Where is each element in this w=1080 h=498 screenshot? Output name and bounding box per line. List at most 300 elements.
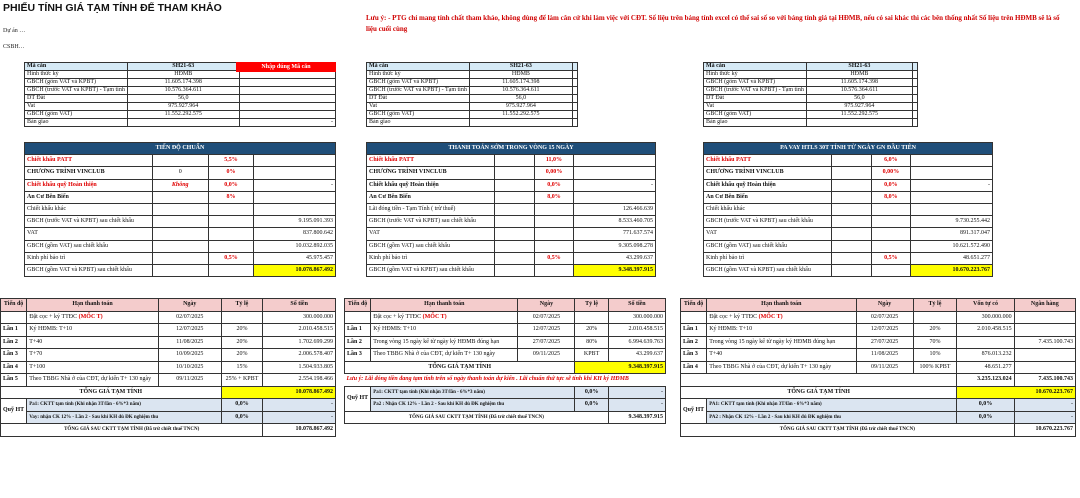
row-rate (208, 204, 254, 216)
deadline: T+40 (707, 349, 856, 362)
fund-rate: 0,0% (957, 411, 1014, 424)
section-row (704, 179, 993, 191)
section-row (25, 155, 336, 167)
column-header: Hạn thanh toán (371, 299, 518, 312)
row-amount: 771.637.574 (574, 228, 656, 240)
fund-value: - (1014, 411, 1075, 424)
section-header-row (367, 143, 656, 155)
info-extra (573, 95, 578, 103)
pay-row (345, 311, 666, 324)
date: 09/11/2025 (158, 374, 221, 387)
info-value: 11.552.292.575 (127, 111, 239, 119)
amount: 2.010.458.515 (608, 324, 665, 337)
grand-total-label: TỔNG GIÁ SAU CKTT TẠM TÍNH (Đã trừ chiết thuế TNCN) (1, 424, 263, 437)
date: 09/11/2025 (518, 349, 575, 362)
row-rate (871, 216, 911, 228)
row-note (494, 252, 534, 264)
fund-desc: Pa1: CKTT tạm tính (Khi nhận 3T/lần - 6%*3 năm) (371, 386, 575, 399)
info-label: GBCH (gồm VAT) (704, 111, 807, 119)
row-label: Chiết khấu quỹ Hoàn thiện (367, 179, 495, 191)
unit-info-table-2 (366, 62, 578, 127)
info-value: 975.927.964 (806, 103, 912, 111)
section-row (704, 252, 993, 264)
grand-total-value: 10.078.867.492 (263, 424, 336, 437)
info-label: Vat (367, 103, 470, 111)
pay-row (681, 361, 1076, 374)
row-rate: 0,5% (534, 252, 574, 264)
pay-row (681, 311, 1076, 324)
section-row (25, 240, 336, 252)
info-value (469, 119, 572, 127)
section-row (704, 265, 993, 277)
row-label: GBCH (trước VAT và KPBT) sau chiết khấu (25, 216, 153, 228)
info-value: 10.576.364.611 (469, 87, 572, 95)
info-row (704, 95, 918, 103)
bank (1014, 361, 1075, 374)
info-extra (573, 71, 578, 79)
column-header: Tỷ lệ (575, 299, 608, 312)
row-label: VAT (25, 228, 153, 240)
section-row (704, 228, 993, 240)
row-label: GBCH (gồm VAT) sau chiết khấu (25, 240, 153, 252)
fund-label: Quỹ HT (345, 386, 371, 411)
row-note (494, 167, 534, 179)
fund-row (681, 399, 1076, 412)
info-label: GBCH (trước VAT và KPBT) - Tạm tính (367, 87, 470, 95)
fund-desc: PA2 : Nhận CK 12% - Lần 2 - Sau khi KH đủ ĐK nghiệm thu (707, 411, 957, 424)
fund-desc: PA1: CKTT tạm tính (Khi nhận 3T/lần - 6%*3 năm) (707, 399, 957, 412)
row-rate: 0,5% (208, 252, 254, 264)
section-row (25, 228, 336, 240)
column-header: Hạn thanh toán (27, 299, 159, 312)
info-row (25, 111, 336, 119)
row-label: Kinh phí bảo trì (704, 252, 832, 264)
info-row (704, 71, 918, 79)
row-label: GBCH (trước VAT và KPBT) sau chiết khấu (704, 216, 832, 228)
installment: Lần 1 (345, 324, 371, 337)
row-label: GBCH (gồm VAT và KPBT) sau chiết khấu (25, 265, 153, 277)
info-row (25, 87, 336, 95)
section-title: PA VAY HTLS 30T TÍNH TỪ NGÀY GN ĐẦU TIÊN (704, 143, 993, 155)
amount: 1.702.699.299 (263, 336, 336, 349)
info-value: 11.605.174.398 (127, 79, 239, 87)
row-rate: 0,0% (534, 179, 574, 191)
row-note (152, 228, 208, 240)
section-row (367, 252, 656, 264)
info-row (367, 79, 578, 87)
section-early-payment (366, 142, 656, 277)
row-label: An Cư Bên Biển (367, 191, 495, 203)
deadline: Đặt cọc + ký TTĐC (MỐC T) (707, 311, 856, 324)
info-value: SH21-63 (806, 63, 912, 71)
date: 10/09/2025 (158, 349, 221, 362)
row-amount (254, 155, 336, 167)
row-amount: 43.299.637 (574, 252, 656, 264)
fund-rate: 0,0% (221, 411, 263, 424)
row-label: VAT (704, 228, 832, 240)
row-note (494, 216, 534, 228)
pay-row (345, 324, 666, 337)
row-label: Chiết khấu PATT (25, 155, 153, 167)
info-value: HĐMB (806, 71, 912, 79)
row-label: Chiết khấu quỹ Hoàn thiện (25, 179, 153, 191)
installment: Lần 1 (681, 324, 707, 337)
info-label: Hình thức ký (704, 71, 807, 79)
row-amount: 9.195.091.393 (254, 216, 336, 228)
info-extra (913, 71, 918, 79)
fund-desc: Vay: nhận CK 12% - Lần 2 - Sau khi KH đủ ĐK nghiệm thu (27, 411, 221, 424)
fund-rate: 0,0% (575, 399, 608, 412)
info-extra: - (239, 119, 335, 127)
info-extra (573, 111, 578, 119)
fund-label: Quỹ HT (1, 399, 27, 424)
row-rate (208, 240, 254, 252)
installment: Lần 3 (345, 349, 371, 362)
row-amount (911, 167, 993, 179)
row-label: Lãi đóng tiền - Tạm Tính ( trừ thuế) (367, 204, 495, 216)
rate: 10% (913, 349, 957, 362)
row-rate (871, 265, 911, 277)
column-header: Tỷ lệ (221, 299, 263, 312)
column-header: Tiến độ (1, 299, 27, 312)
rate: 20% (575, 324, 608, 337)
row-rate: 8% (208, 191, 254, 203)
grand-total-row (1, 424, 336, 437)
pay-header-row (1, 299, 336, 312)
date: 02/07/2025 (856, 311, 913, 324)
fund-rate: 0,0% (221, 399, 263, 412)
date: 11/08/2025 (158, 336, 221, 349)
section-row (704, 216, 993, 228)
info-label: GBCH (trước VAT và KPBT) - Tạm tính (704, 87, 807, 95)
info-label: Hình thức ký (25, 71, 128, 79)
row-note (152, 216, 208, 228)
info-label: DT Đất (367, 95, 470, 103)
pay-row (1, 336, 336, 349)
info-value: 11.605.174.398 (806, 79, 912, 87)
row-note (494, 204, 534, 216)
row-rate: 8,0% (534, 191, 574, 203)
section-row (25, 216, 336, 228)
column-header: Hạn thanh toán (707, 299, 856, 312)
row-note: Không (152, 179, 208, 191)
customer-line: CSBH… (3, 44, 25, 50)
installment: Lần 2 (681, 336, 707, 349)
deadline: Ký HĐMB: T+10 (707, 324, 856, 337)
info-extra (913, 95, 918, 103)
fund-row (1, 399, 336, 412)
info-value: SH21-63 (469, 63, 572, 71)
row-amount: 891.317.047 (911, 228, 993, 240)
section-row (25, 179, 336, 191)
row-label: CHƯƠNG TRÌNH VINCLUB (367, 167, 495, 179)
info-value: 10.576.364.611 (127, 87, 239, 95)
grand-total-row (345, 411, 666, 424)
row-note: 0 (152, 167, 208, 179)
row-label: GBCH (gồm VAT) sau chiết khấu (704, 240, 832, 252)
info-row (367, 87, 578, 95)
rate (221, 311, 263, 324)
row-amount: - (911, 179, 993, 191)
row-note (831, 179, 871, 191)
bank (1014, 311, 1075, 324)
payment-note: Lưu ý: Lãi đóng tiền đang tạm tính trên số ngày thanh toán dự kiến . Lãi chuẩn thứ tực sẽ tính khi KH ký HĐMB (346, 376, 629, 382)
info-label: Vat (704, 103, 807, 111)
info-value (127, 119, 239, 127)
deadline: Theo TBBG Nhà ở của CĐT, dự kiến T+ 130 ngày (27, 374, 159, 387)
installment: Lần 1 (1, 324, 27, 337)
row-amount: 10.078.867.492 (254, 265, 336, 277)
date: 02/07/2025 (518, 311, 575, 324)
row-note (831, 265, 871, 277)
row-label: Chiết khấu PATT (704, 155, 832, 167)
row-amount: 10.621.572.490 (911, 240, 993, 252)
rate (913, 311, 957, 324)
info-value (806, 119, 912, 127)
row-amount (574, 167, 656, 179)
row-rate: 0,0% (871, 179, 911, 191)
row-amount: - (574, 179, 656, 191)
info-value: 56,0 (127, 95, 239, 103)
row-note (494, 228, 534, 240)
row-note (831, 204, 871, 216)
section-row (704, 204, 993, 216)
row-note (494, 240, 534, 252)
row-rate (534, 204, 574, 216)
info-label: Hình thức ký (367, 71, 470, 79)
info-row (704, 87, 918, 95)
column-header: Ngân hàng (1014, 299, 1075, 312)
fund-row (1, 411, 336, 424)
row-amount: 9.305.098.278 (574, 240, 656, 252)
info-label: Bàn giao (25, 119, 128, 127)
fund-rate: 0,0% (957, 399, 1014, 412)
section-title: THANH TOÁN SỚM TRONG VÒNG 15 NGÀY (367, 143, 656, 155)
rate: 15% (221, 361, 263, 374)
pay-row (681, 336, 1076, 349)
pay-row (345, 336, 666, 349)
info-extra (573, 119, 578, 127)
pay-row (681, 349, 1076, 362)
bank (1014, 324, 1075, 337)
info-row (367, 71, 578, 79)
deadline: T+70 (27, 349, 159, 362)
installment: Lần 2 (345, 336, 371, 349)
info-row (25, 103, 336, 111)
row-label: An Cư Bên Biển (25, 191, 153, 203)
column-header: Tỷ lệ (913, 299, 957, 312)
installment: Lần 5 (1, 374, 27, 387)
row-label: Chiết khấu quỹ Hoàn thiện (704, 179, 832, 191)
row-amount: 9.730.255.442 (911, 216, 993, 228)
fund-row (681, 411, 1076, 424)
date: 09/11/2025 (856, 361, 913, 374)
info-extra (239, 79, 335, 87)
row-label: Chiết khấu khác (704, 204, 832, 216)
rate: 20% (913, 324, 957, 337)
amount: 43.299.637 (608, 349, 665, 362)
deadline: Đặt cọc + ký TTĐC (MỐC T) (371, 311, 518, 324)
column-header: Ngày (158, 299, 221, 312)
row-rate (534, 265, 574, 277)
enter-unit-code-button[interactable]: Nhập đúng Mã căn (236, 62, 336, 72)
section-header-row (25, 143, 336, 155)
info-extra (573, 103, 578, 111)
info-label: Mã căn (704, 63, 807, 71)
row-note (152, 240, 208, 252)
row-label: GBCH (gồm VAT) sau chiết khấu (367, 240, 495, 252)
info-value: HĐMB (469, 71, 572, 79)
column-header: Số tiền (608, 299, 665, 312)
row-rate: 5,5% (208, 155, 254, 167)
total-value: 10.078.867.492 (221, 386, 335, 399)
total-row (1, 386, 336, 399)
disclaimer-note: Lưu ý: - PTG chỉ mang tính chất tham khảo, không dùng để làm căn cứ khi làm việc với CĐT. Số liệu trên bảng tính excel có thể sai số so với bảng tính giá tại HĐMB, nếu có sai khác thì các bên thống nhất Số liệu trên HĐMB sẽ là số liệu cuối cùng (366, 14, 1060, 33)
row-note (831, 216, 871, 228)
info-label: Vat (25, 103, 128, 111)
fund-label: Quỹ HT (681, 399, 707, 424)
total-label: TỔNG GIÁ TẠM TÍNH (681, 386, 957, 399)
row-rate: 0,0% (208, 179, 254, 191)
info-row (367, 119, 578, 127)
installment (345, 311, 371, 324)
row-label: An Cư Bên Biển (704, 191, 832, 203)
section-row (25, 252, 336, 264)
deadline: Theo TBBG Nhà ở của CĐT, dự kiến T+ 130 ngày (371, 349, 518, 362)
note-row (345, 374, 666, 387)
amount: 300.000.000 (608, 311, 665, 324)
row-amount (911, 155, 993, 167)
row-amount (574, 191, 656, 203)
info-label: DT Đất (704, 95, 807, 103)
info-extra (913, 87, 918, 95)
installment: Lần 3 (681, 349, 707, 362)
section-row (367, 228, 656, 240)
date: 11/08/2025 (856, 349, 913, 362)
fund-value: - (263, 399, 336, 412)
info-label: GBCH (gồm VAT và KPBT) (25, 79, 128, 87)
pay-row (681, 324, 1076, 337)
section-row (367, 240, 656, 252)
pay-row (1, 311, 336, 324)
row-amount: 10.032.892.035 (254, 240, 336, 252)
info-row (704, 63, 918, 71)
column-header: Tiến độ (681, 299, 707, 312)
pay-row (1, 349, 336, 362)
row-rate (208, 228, 254, 240)
info-extra (913, 79, 918, 87)
payment-table-early (344, 298, 666, 424)
row-note (494, 265, 534, 277)
grand-total-value: 9.348.397.915 (608, 411, 665, 424)
pay-header-row (681, 299, 1076, 312)
amount: 876.013.232 (957, 349, 1014, 362)
row-amount (574, 155, 656, 167)
payment-table-loan (680, 298, 1076, 437)
amount: 2.010.458.515 (957, 324, 1014, 337)
row-label: Kinh phí bảo trì (367, 252, 495, 264)
row-amount: 10.670.223.767 (911, 265, 993, 277)
deadline: T+100 (27, 361, 159, 374)
info-value: 11.552.292.575 (806, 111, 912, 119)
row-label: Chiết khấu PATT (367, 155, 495, 167)
row-rate (208, 265, 254, 277)
row-rate (534, 240, 574, 252)
row-note (831, 155, 871, 167)
installment: Lần 4 (1, 361, 27, 374)
row-amount (254, 167, 336, 179)
deadline: Ký HĐMB: T+10 (371, 324, 518, 337)
info-row (367, 103, 578, 111)
grand-total-value: 10.670.223.767 (1014, 424, 1075, 437)
row-note (494, 179, 534, 191)
total-row (681, 386, 1076, 399)
amount: 2.010.458.515 (263, 324, 336, 337)
fund-row (345, 399, 666, 412)
info-extra (239, 103, 335, 111)
unit-info-table-3 (703, 62, 918, 127)
fund-value: - (263, 411, 336, 424)
deadline: Trong vòng 15 ngày kể từ ngày ký HĐMB đúng hạn (707, 336, 856, 349)
row-note (152, 265, 208, 277)
row-note (494, 191, 534, 203)
date: 27/07/2025 (518, 336, 575, 349)
info-row (25, 95, 336, 103)
unit-info-body (25, 63, 336, 127)
info-value: 975.927.964 (469, 103, 572, 111)
total-row (345, 361, 666, 374)
row-label: Chiết khấu khác (25, 204, 153, 216)
row-label: Kinh phí bảo trì (25, 252, 153, 264)
row-label: CHƯƠNG TRÌNH VINCLUB (704, 167, 832, 179)
column-header: Ngày (518, 299, 575, 312)
row-label: GBCH (gồm VAT và KPBT) sau chiết khấu (704, 265, 832, 277)
info-value: SH21-63 (127, 63, 239, 71)
installment: Lần 2 (1, 336, 27, 349)
info-value: 11.605.174.398 (469, 79, 572, 87)
row-rate (871, 228, 911, 240)
row-rate (534, 228, 574, 240)
row-note (831, 252, 871, 264)
section-row (704, 155, 993, 167)
row-rate: 0% (208, 167, 254, 179)
rate: 80% (575, 336, 608, 349)
date: 12/07/2025 (856, 324, 913, 337)
row-rate: 6,0% (871, 155, 911, 167)
info-extra (913, 103, 918, 111)
section-row (25, 191, 336, 203)
section-loan (703, 142, 993, 277)
row-note (152, 252, 208, 264)
info-row (704, 111, 918, 119)
section-row (367, 179, 656, 191)
row-note (152, 191, 208, 203)
pay-header-row (345, 299, 666, 312)
section-title: TIẾN ĐỘ CHUẨN (25, 143, 336, 155)
section-row (25, 167, 336, 179)
row-amount: - (254, 179, 336, 191)
info-value: 975.927.964 (127, 103, 239, 111)
total-label: TỔNG GIÁ TẠM TÍNH (1, 386, 222, 399)
info-label: GBCH (gồm VAT) (25, 111, 128, 119)
fund-value: - (608, 386, 665, 399)
deadline: Ký HĐMB: T+10 (27, 324, 159, 337)
info-extra (913, 63, 918, 71)
row-label: GBCH (gồm VAT và KPBT) sau chiết khấu (367, 265, 495, 277)
subtotal-own: 3.235.123.024 (957, 374, 1014, 387)
amount: 2.554.198.466 (263, 374, 336, 387)
info-label: GBCH (gồm VAT) (367, 111, 470, 119)
